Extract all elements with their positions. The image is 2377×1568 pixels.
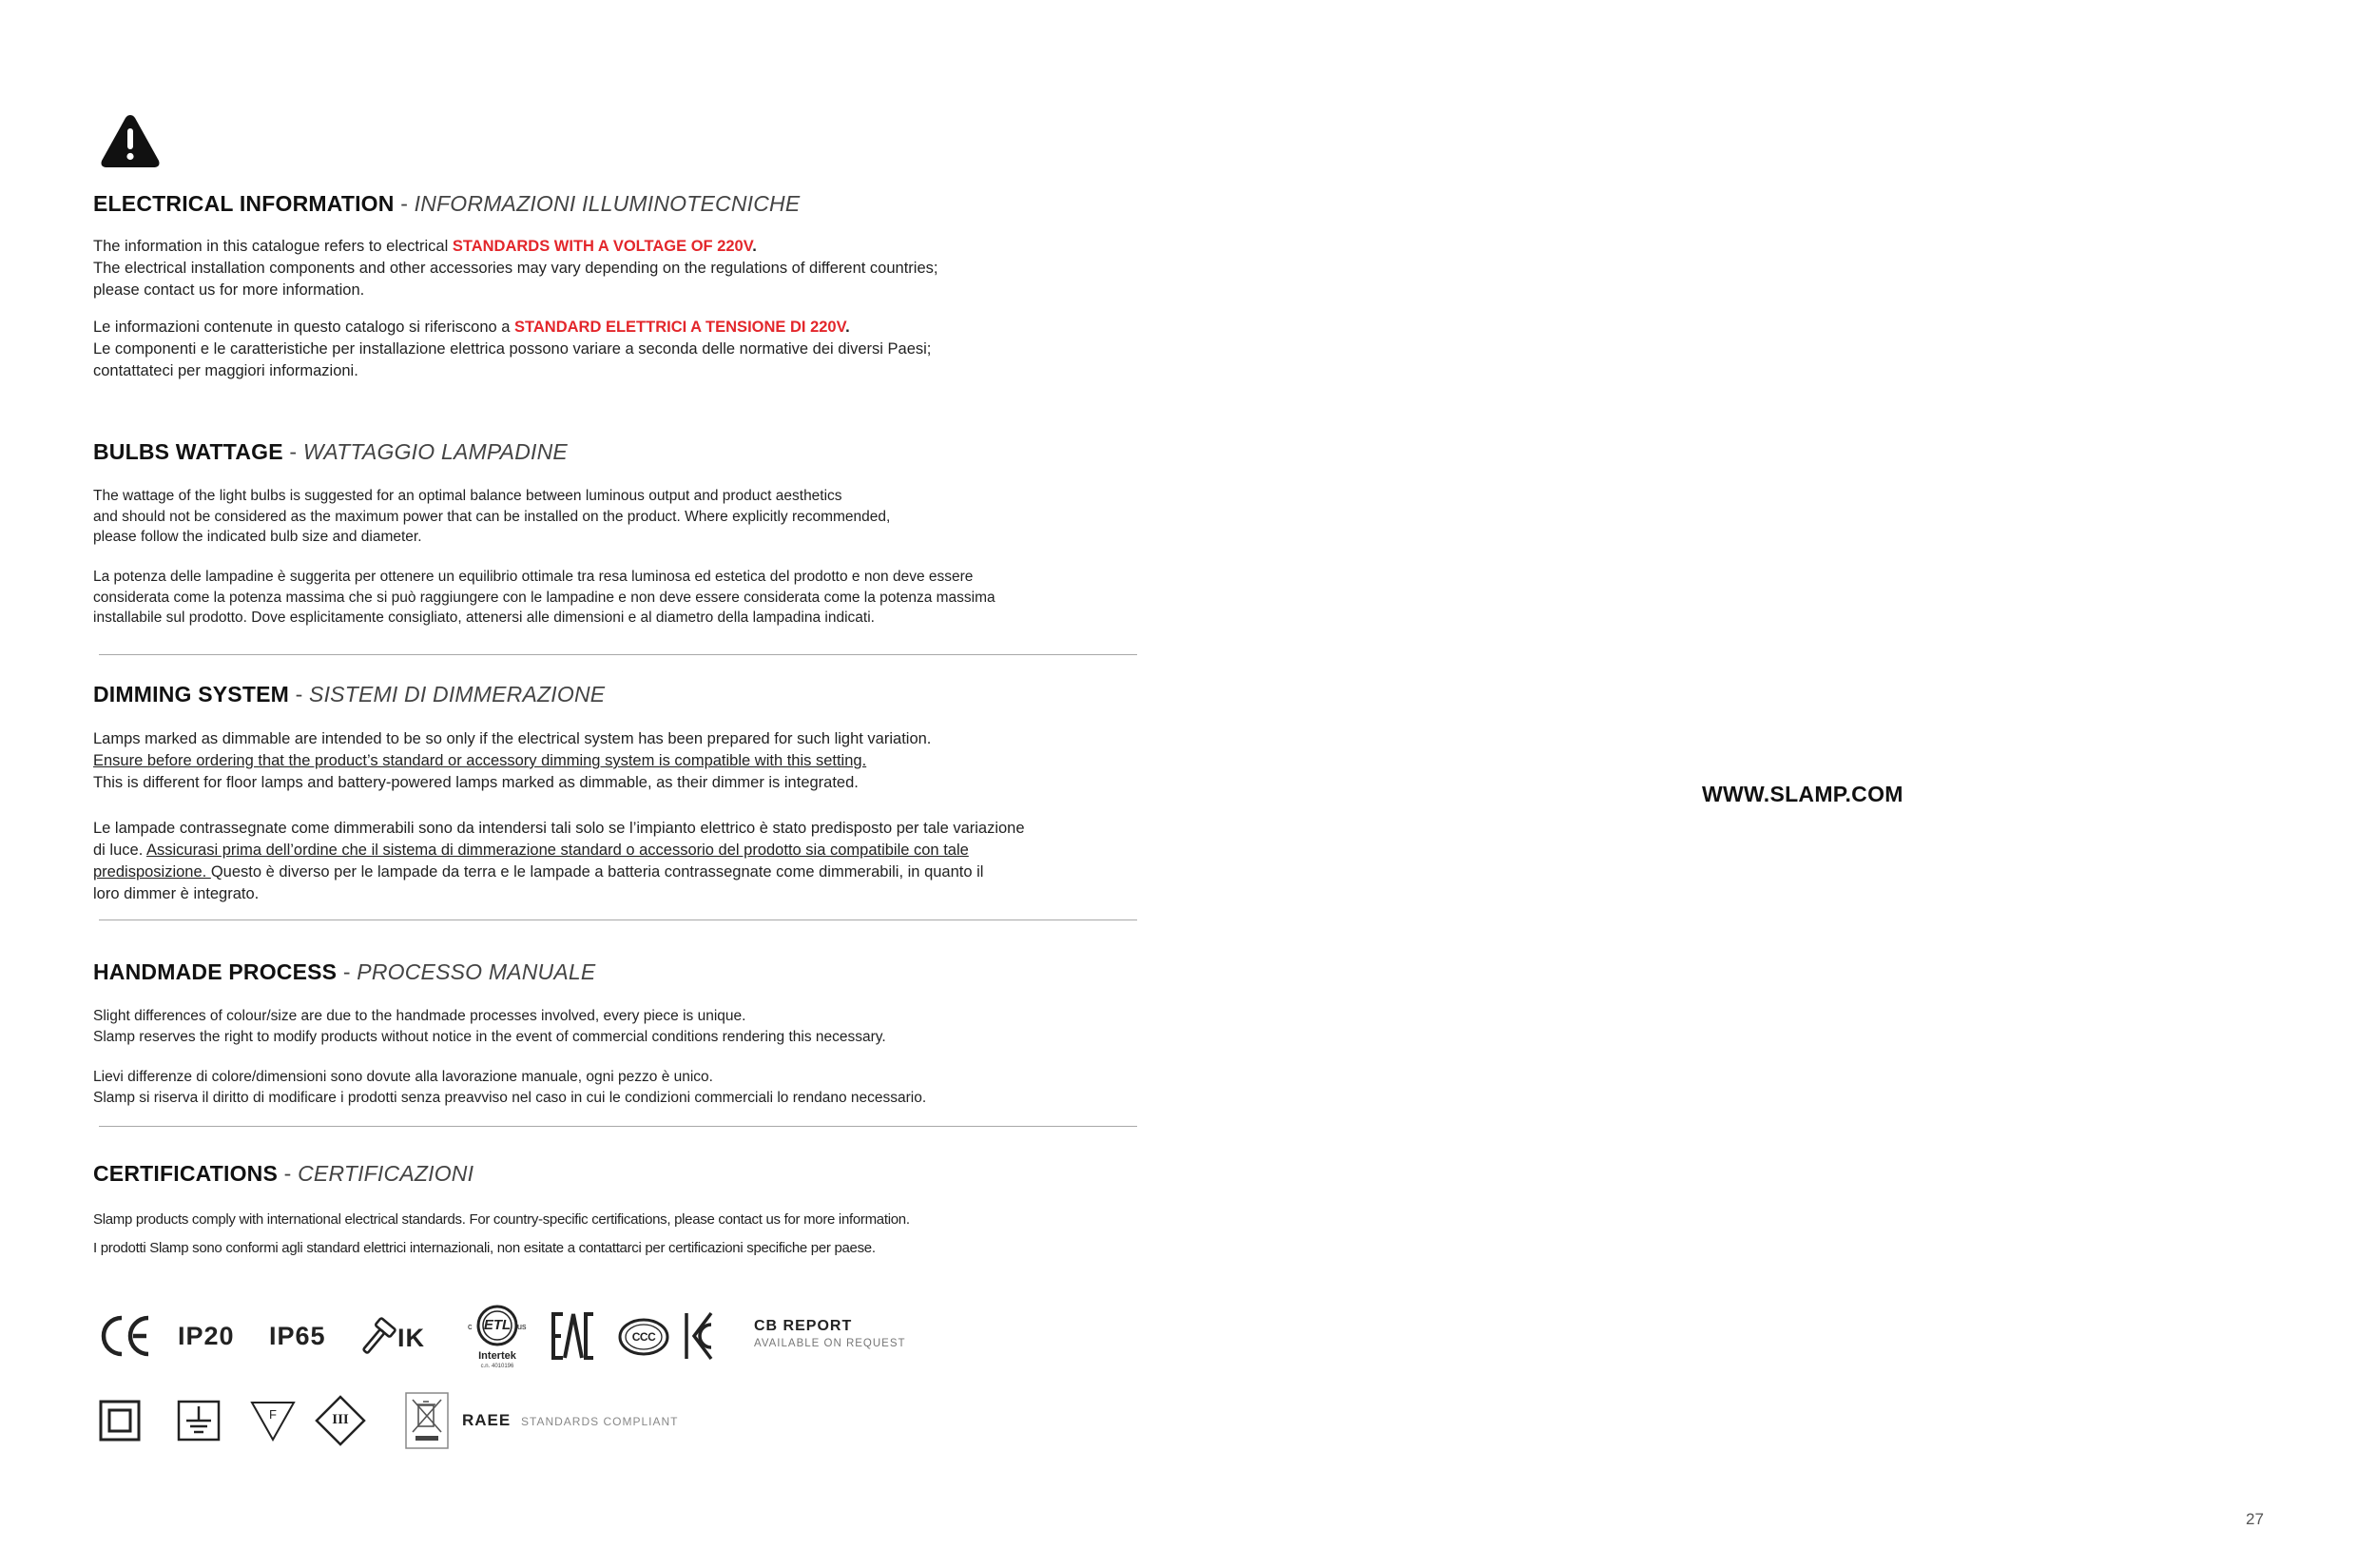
bulbs-en-text: The wattage of the light bulbs is suggested for an optimal balance between luminous output and product aesthetics and should not be considered as the maximum power that can be installed on the product. Where explicitly recommended, please follow the indicated bulb size and diameter.: [93, 488, 891, 545]
bulbs-section-title: BULBS WATTAGE - WATTAGGIO LAMPADINE: [93, 439, 568, 464]
divider: [99, 1126, 1137, 1127]
class-i-earth-icon: [177, 1400, 221, 1442]
class-ii-double-insulation-icon: [99, 1400, 141, 1442]
raee-title: RAEE: [462, 1411, 512, 1429]
dimming-section-title: DIMMING SYSTEM - SISTEMI DI DIMMERAZIONE: [93, 682, 606, 707]
ccc-mark: CCC: [618, 1318, 669, 1356]
certifications-text: Slamp products comply with international electrical standards. For country-specific certifications, please contact us for more information. I prodotti Slamp sono conformi agli standard elettrici internazionali, non esitate a contattarci per certificazioni specifiche per paese.: [93, 1211, 910, 1256]
ik-hammer-icon: [358, 1316, 396, 1358]
warning-icon: [99, 112, 162, 171]
ik-rating: IK: [397, 1324, 425, 1352]
class-iii-mark: III: [314, 1394, 367, 1447]
electrical-it-text: Le informazioni contenute in questo catalogo si riferiscono a STANDARD ELETTRICI A TENSIONE DI 220V. Le componenti e le caratteristiche per installazione elettrica possono variare a seconda delle normative dei diversi Paesi; contattateci per maggiori informazioni.: [93, 319, 932, 379]
handmade-it-text: Lievi differenze di colore/dimensioni sono dovute alla lavorazione manuale, ogni pezzo è unico. Slamp si riserva il diritto di modificare i prodotti senza preavviso nel caso in cui le condizioni commerciali lo rendano necessario.: [93, 1069, 927, 1106]
cb-report-title: CB REPORT: [754, 1318, 853, 1334]
ip20-rating: IP20: [178, 1322, 235, 1350]
raee-subtitle: STANDARDS COMPLIANT: [521, 1415, 679, 1428]
eac-mark: [551, 1310, 595, 1362]
website-link[interactable]: WWW.SLAMP.COM: [1702, 782, 1904, 806]
dimming-it-text: Le lampade contrassegnate come dimmerabili sono da intendersi tali solo se l’impianto elettrico è stato predisposto per tale variazione di luce. Assicurasi prima dell’ordine che il sistema di dimmerazione standard o accessorio del prodotto sia compatibile con tale predisposizione. Questo è diverso per le lampade da terra e le lampade a batteria contrassegnate come dimmerabili, in quanto il loro dimmer è integrato.: [93, 820, 1025, 902]
certifications-section-title: CERTIFICATIONS - CERTIFICAZIONI: [93, 1161, 474, 1186]
eac-icon: [551, 1310, 595, 1362]
electrical-en-text: The information in this catalogue refers to electrical STANDARDS WITH A VOLTAGE OF 220V. The electrical installation components and other accessories may vary depending on the regulations of different countries; please contact us for more information.: [93, 238, 938, 299]
kc-mark: [683, 1311, 715, 1361]
f-mark: F: [249, 1400, 297, 1442]
handmade-en-text: Slight differences of colour/size are due to the handmade processes involved, every piece is unique. Slamp reserves the right to modify products without notice in the event of commercial conditions rendering this necessary.: [93, 1008, 886, 1045]
cb-report-subtitle: AVAILABLE ON REQUEST: [754, 1338, 906, 1349]
divider: [99, 654, 1137, 655]
kc-icon: [683, 1311, 715, 1361]
ip65-rating: IP65: [269, 1322, 326, 1350]
handmade-section-title: HANDMADE PROCESS - PROCESSO MANUALE: [93, 959, 596, 984]
weee-bin-icon: [405, 1392, 449, 1449]
electrical-section-title: ELECTRICAL INFORMATION - INFORMAZIONI ILLUMINOTECNICHE: [93, 191, 801, 216]
etl-intertek-mark: ETL c us Intertek c.n. 4010196: [466, 1301, 529, 1379]
ce-mark-icon: [99, 1312, 154, 1360]
page-number: 27: [2246, 1510, 2264, 1528]
bulbs-it-text: La potenza delle lampadine è suggerita per ottenere un equilibrio ottimale tra resa luminosa ed estetica del prodotto e non deve essere considerata come la potenza massima che si può raggiungere con le lampadine e non deve essere considerata come la potenza massima installabile sul prodotto. Dove esplicitamente consigliato, attenersi alle dimensioni e al diametro della lampadina indicati.: [93, 569, 995, 626]
dimming-en-text: Lamps marked as dimmable are intended to be so only if the electrical system has been prepared for such light variation. Ensure before ordering that the product’s standard or accessory dimming system is compatible with this setting. This is different for floor lamps and battery-powered lamps marked as dimmable, as their dimmer is integrated.: [93, 730, 932, 791]
